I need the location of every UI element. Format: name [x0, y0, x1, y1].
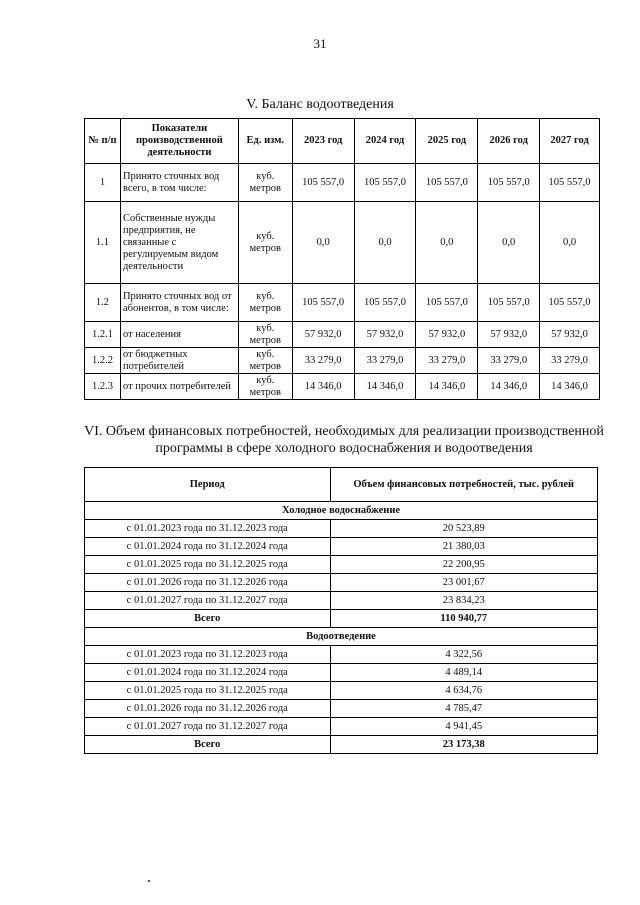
value-cell: 21 380,03 — [330, 538, 598, 556]
col-header: 2024 год — [354, 119, 416, 164]
cell-value: 0,0 — [478, 202, 540, 284]
period-cell: с 01.01.2024 года по 31.12.2024 года — [85, 664, 331, 682]
row-number: 1.2.1 — [85, 322, 121, 348]
row-label: Принято сточных вод всего, в том числе: — [120, 164, 238, 202]
row-unit: куб. метров — [238, 284, 292, 322]
cell-value: 0,0 — [416, 202, 478, 284]
row-number: 1.2 — [85, 284, 121, 322]
cell-value: 14 346,0 — [478, 374, 540, 400]
section-row — [85, 628, 598, 646]
section-heading: Холодное водоснабжение — [85, 502, 598, 520]
row-unit: куб. метров — [238, 164, 292, 202]
cell-value: 57 932,0 — [540, 322, 600, 348]
value-cell: 4 634,76 — [330, 682, 598, 700]
balance-header-row — [85, 119, 600, 164]
col-header: 2023 год — [292, 119, 354, 164]
cell-value: 105 557,0 — [292, 284, 354, 322]
value-cell: 4 322,56 — [330, 646, 598, 664]
row-number: 1.2.3 — [85, 374, 121, 400]
row-number: 1.2.2 — [85, 348, 121, 374]
cell-value: 105 557,0 — [354, 164, 416, 202]
cell-value: 33 279,0 — [416, 348, 478, 374]
table-row — [85, 322, 600, 348]
cell-value: 105 557,0 — [478, 284, 540, 322]
total-row — [85, 610, 598, 628]
col-header: № п/п — [85, 119, 121, 164]
cell-value: 105 557,0 — [354, 284, 416, 322]
table-row — [85, 348, 600, 374]
value-cell: 22 200,95 — [330, 556, 598, 574]
table-row — [85, 592, 598, 610]
page-number: 31 — [313, 36, 327, 51]
row-label: от населения — [120, 322, 238, 348]
row-unit: куб. метров — [238, 348, 292, 374]
finance-title: VI. Объем финансовых потребностей, необходимых для реализации производственной программы в сфере холодного водоснабжения и водоотведения — [84, 424, 604, 456]
row-label: Собственные нужды предприятия, не связанные с регулируемым видом деятельности — [120, 202, 238, 284]
balance-table — [84, 118, 600, 400]
period-cell: с 01.01.2027 года по 31.12.2027 года — [85, 592, 331, 610]
col-header: 2027 год — [540, 119, 600, 164]
cell-value: 57 932,0 — [478, 322, 540, 348]
col-header: 2025 год — [416, 119, 478, 164]
cell-value: 105 557,0 — [540, 284, 600, 322]
row-number: 1.1 — [85, 202, 121, 284]
period-cell: с 01.01.2027 года по 31.12.2027 года — [85, 718, 331, 736]
table-row — [85, 520, 598, 538]
col-header: Показатели производственной деятельности — [120, 119, 238, 164]
table-row — [85, 700, 598, 718]
cell-value: 57 932,0 — [292, 322, 354, 348]
table-row — [85, 556, 598, 574]
finance-header-row — [85, 468, 598, 502]
table-row — [85, 718, 598, 736]
total-row — [85, 736, 598, 754]
cell-value: 0,0 — [292, 202, 354, 284]
cell-value: 105 557,0 — [478, 164, 540, 202]
row-label: Принято сточных вод от абонентов, в том числе: — [120, 284, 238, 322]
cell-value: 105 557,0 — [416, 284, 478, 322]
table-row — [85, 374, 600, 400]
row-unit: куб. метров — [238, 202, 292, 284]
balance-title: V. Баланс водоотведения — [246, 97, 394, 112]
period-cell: с 01.01.2023 года по 31.12.2023 года — [85, 520, 331, 538]
table-row — [85, 682, 598, 700]
cell-value: 14 346,0 — [540, 374, 600, 400]
period-cell: с 01.01.2024 года по 31.12.2024 года — [85, 538, 331, 556]
cell-value: 14 346,0 — [292, 374, 354, 400]
cell-value: 0,0 — [540, 202, 600, 284]
row-unit: куб. метров — [238, 374, 292, 400]
section-row — [85, 502, 598, 520]
table-row — [85, 574, 598, 592]
period-cell: с 01.01.2026 года по 31.12.2026 года — [85, 574, 331, 592]
total-value: 110 940,77 — [330, 610, 598, 628]
table-row — [85, 202, 600, 284]
value-cell: 4 785,47 — [330, 700, 598, 718]
cell-value: 33 279,0 — [292, 348, 354, 374]
col-header: Период — [85, 468, 331, 502]
cell-value: 0,0 — [354, 202, 416, 284]
cell-value: 33 279,0 — [540, 348, 600, 374]
value-cell: 4 941,45 — [330, 718, 598, 736]
cell-value: 33 279,0 — [478, 348, 540, 374]
table-row — [85, 646, 598, 664]
scan-speck — [148, 880, 150, 882]
row-number: 1 — [85, 164, 121, 202]
total-label: Всего — [85, 736, 331, 754]
cell-value: 14 346,0 — [354, 374, 416, 400]
row-unit: куб. метров — [238, 322, 292, 348]
cell-value: 33 279,0 — [354, 348, 416, 374]
cell-value: 14 346,0 — [416, 374, 478, 400]
period-cell: с 01.01.2026 года по 31.12.2026 года — [85, 700, 331, 718]
cell-value: 105 557,0 — [416, 164, 478, 202]
period-cell: с 01.01.2025 года по 31.12.2025 года — [85, 682, 331, 700]
table-row — [85, 664, 598, 682]
value-cell: 23 834,23 — [330, 592, 598, 610]
col-header: Объем финансовых потребностей, тыс. рублей — [330, 468, 598, 502]
period-cell: с 01.01.2025 года по 31.12.2025 года — [85, 556, 331, 574]
cell-value: 57 932,0 — [354, 322, 416, 348]
value-cell: 4 489,14 — [330, 664, 598, 682]
section-heading: Водоотведение — [85, 628, 598, 646]
row-label: от прочих потребителей — [120, 374, 238, 400]
total-label: Всего — [85, 610, 331, 628]
period-cell: с 01.01.2023 года по 31.12.2023 года — [85, 646, 331, 664]
col-header: Ед. изм. — [238, 119, 292, 164]
table-row — [85, 164, 600, 202]
table-row — [85, 538, 598, 556]
col-header: 2026 год — [478, 119, 540, 164]
cell-value: 105 557,0 — [540, 164, 600, 202]
cell-value: 57 932,0 — [416, 322, 478, 348]
total-value: 23 173,38 — [330, 736, 598, 754]
cell-value: 105 557,0 — [292, 164, 354, 202]
row-label: от бюджетных потребителей — [120, 348, 238, 374]
table-row — [85, 284, 600, 322]
value-cell: 20 523,89 — [330, 520, 598, 538]
value-cell: 23 001,67 — [330, 574, 598, 592]
finance-table — [84, 467, 598, 754]
